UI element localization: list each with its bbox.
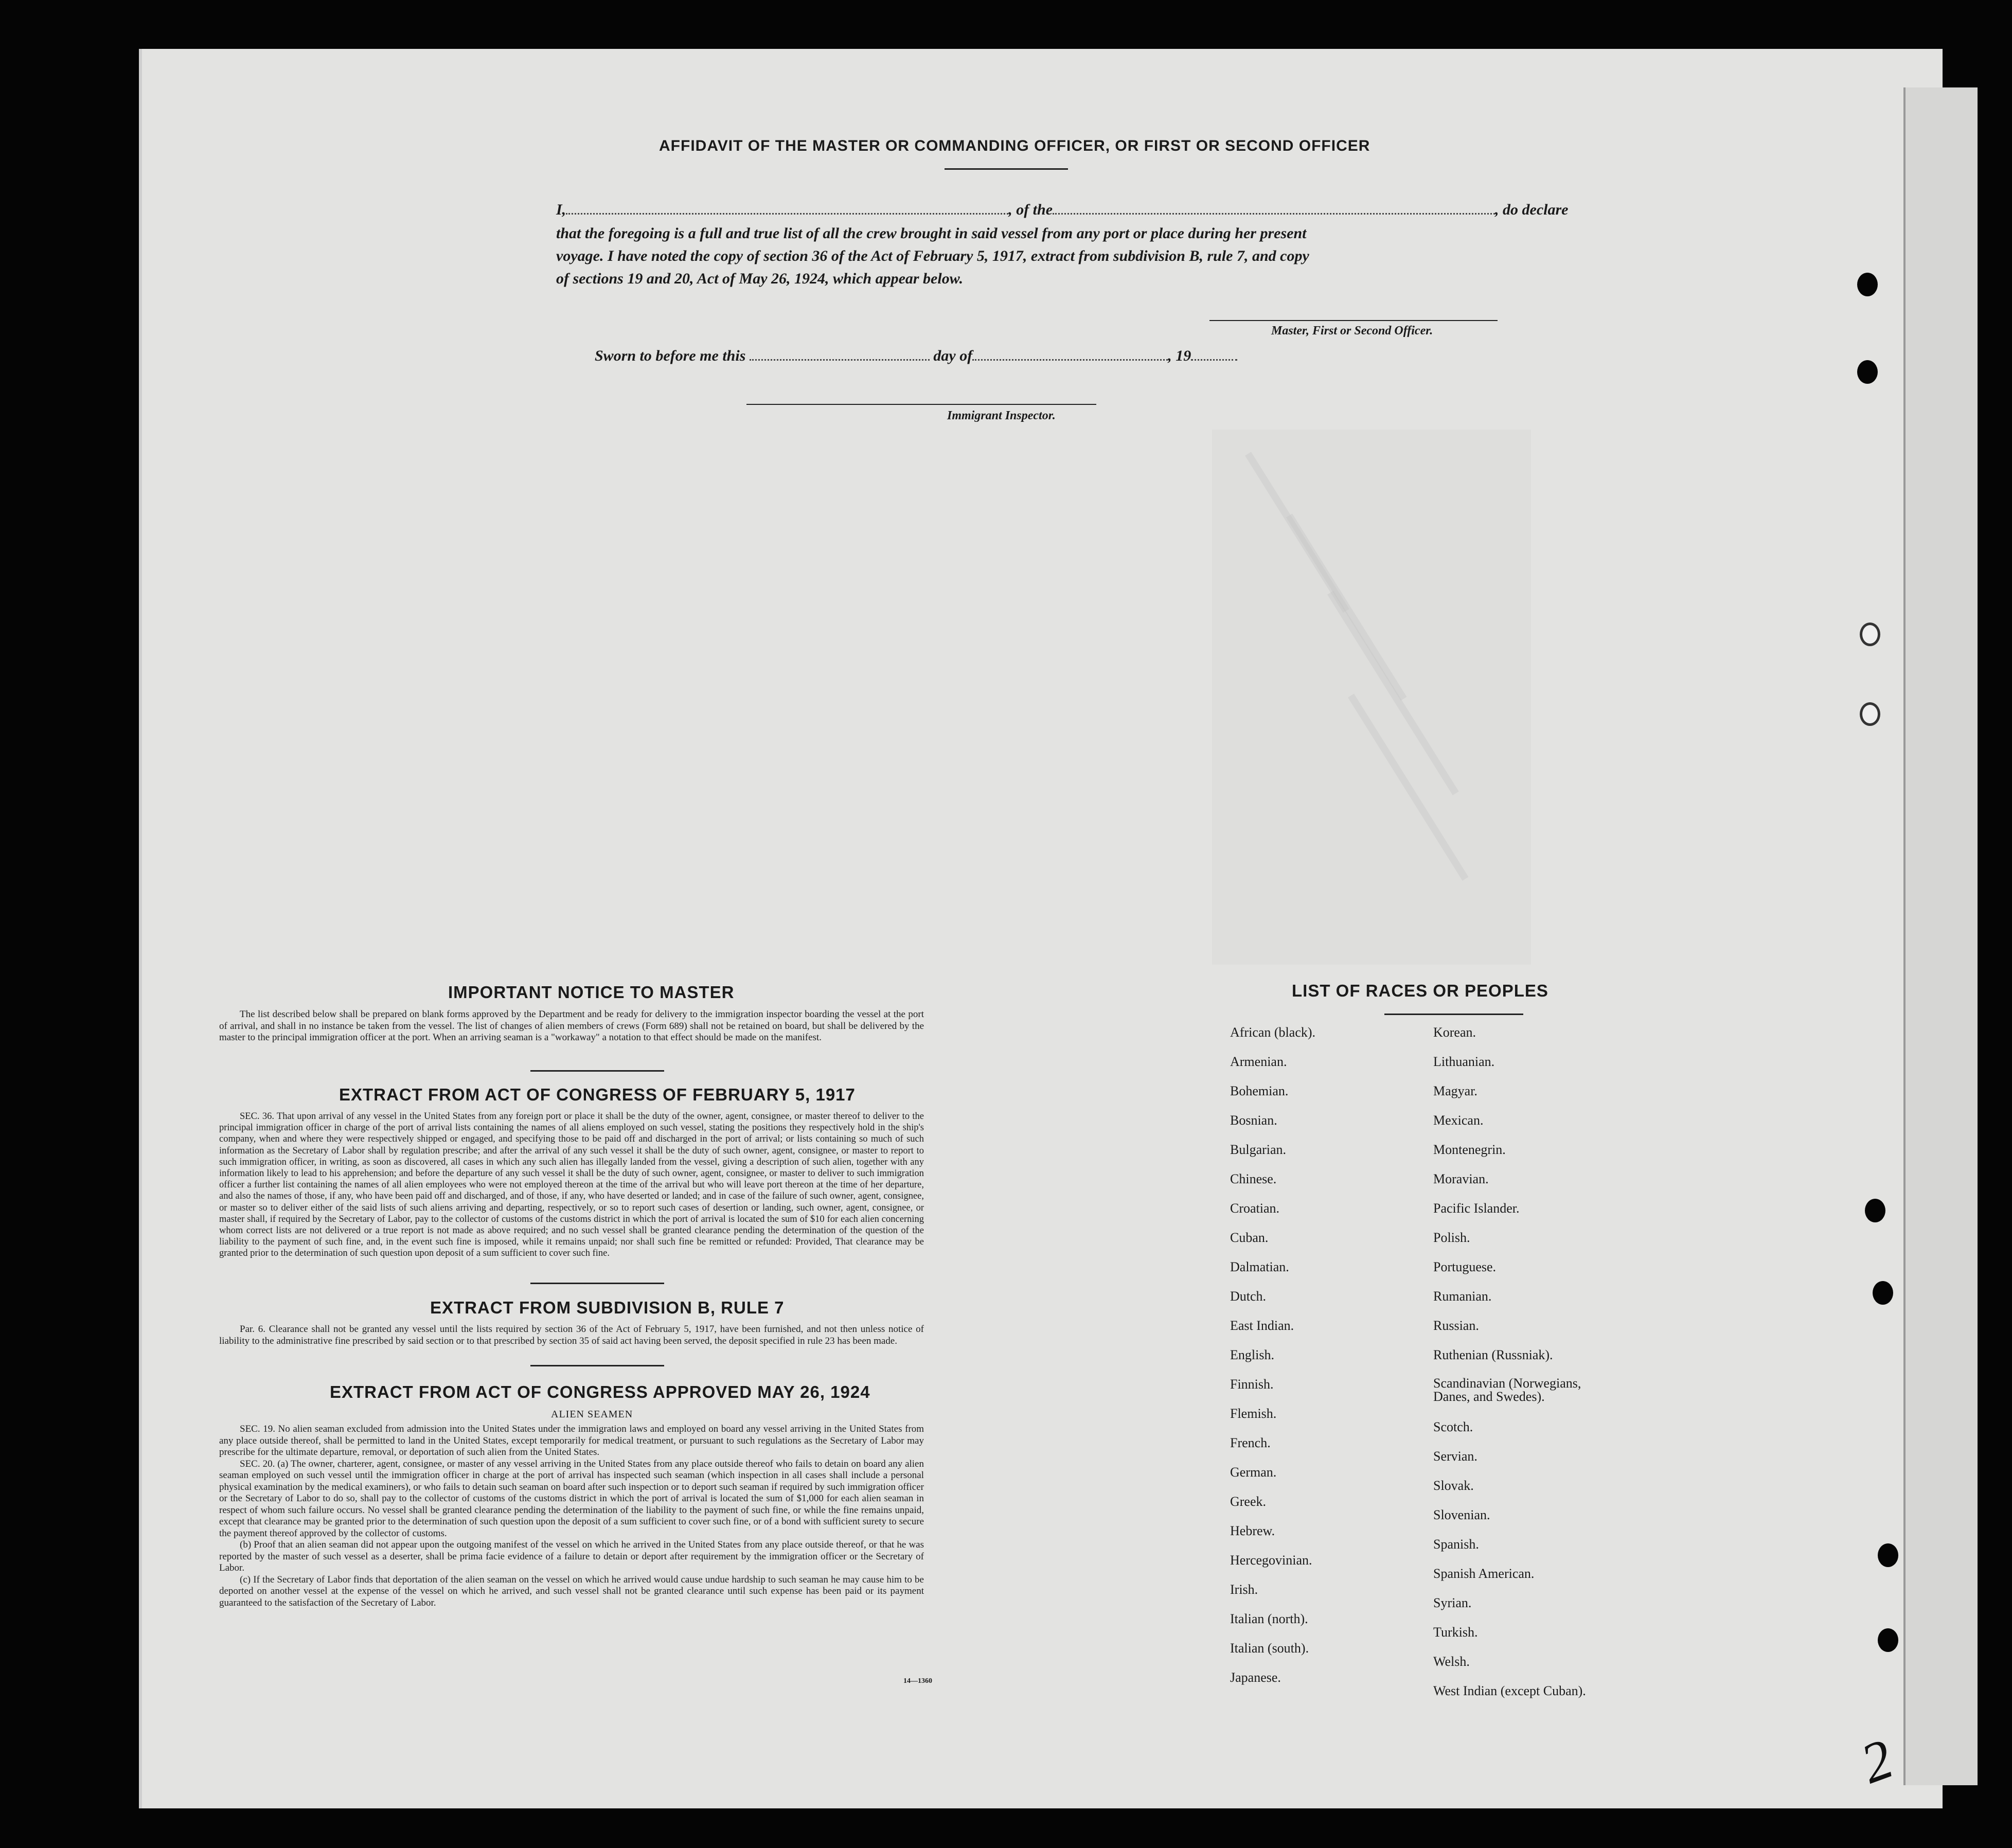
affidavit-line-3: voyage. I have noted the copy of section 36 of the Act of February 5, 1917, extract from subdivision B, rule 7, and copy [556,247,1309,264]
affidavit-title: AFFIDAVIT OF THE MASTER OR COMMANDING OFFICER, OR FIRST OR SECOND OFFICER [659,137,1370,154]
binder-hole [1873,1281,1893,1305]
sworn-year: , 19 [1168,347,1191,364]
race-item-right-14: Servian. [1433,1449,1477,1464]
master-label: Master, First or Second Officer. [1271,324,1433,337]
race-item-left-18: Hercegovinian. [1230,1553,1312,1568]
races-title: LIST OF RACES OR PEOPLES [1292,981,1548,1000]
race-item-left-8: Dalmatian. [1230,1259,1289,1274]
notice-paragraph: The list described below shall be prepared on blank forms approved by the Department and be ready for delivery to the immigration inspector boarding the vessel at the port of arrival, and shall in no instance be taken from the vessel. The list of changes of alien members of crews (Form 689) shall not be retained on board, but shall be delivered by the master to the principal immigration officer at the port. When an arriving seaman is a "workaway" a notation to that effect should be made on the manifest. [219,1009,924,1043]
binder-hole [1878,1543,1898,1567]
race-item-right-6: Pacific Islander. [1433,1201,1520,1216]
race-item-left-5: Chinese. [1230,1171,1277,1186]
extract-rule7-title: EXTRACT FROM SUBDIVISION B, RULE 7 [430,1298,785,1317]
affidavit-line-1-c: , do declare [1495,201,1569,218]
master-signature-line [1209,320,1498,321]
race-item-right-9: Rumanian. [1433,1289,1492,1304]
race-item-left-21: Italian (south). [1230,1641,1309,1656]
sec-20b-paragraph: (b) Proof that an alien seaman did not appear upon the outgoing manifest of the vessel on which he arrived in the United States from any place outside thereof, or that he was reported by the master of such vessel as a deserter, shall be prima facie evidence of a failure to detain or deport after requirement by the immigration officer or the Secretary of Labor. [219,1539,924,1573]
race-item-left-6: Croatian. [1230,1201,1280,1216]
bleed-through-column [1212,430,1531,965]
race-item-right-11: Ruthenian (Russniak). [1433,1347,1553,1362]
affidavit-line-1-a: I, [556,201,566,218]
races-right-column [1433,1025,1670,1761]
handwritten-page-number: 2 [1853,1727,1901,1796]
extract-1917-title: EXTRACT FROM ACT OF CONGRESS OF FEBRUARY 5, 1917 [339,1085,856,1104]
sec-19-paragraph: SEC. 19. No alien seaman excluded from admission into the United States under the immigration laws and employed on board any vessel arriving in the United States from any place outside thereof, shall be permitted to land in the United States, except temporarily for medical treatment, or pursuant to such regulations as the Secretary of Labor may prescribe for the ultimate departure, removal, or deportation of such alien from the United States. [219,1424,924,1458]
alien-seamen-subtitle: ALIEN SEAMEN [551,1409,633,1420]
race-item-right-17: Spanish. [1433,1537,1479,1552]
binder-hole [1865,1199,1885,1222]
race-item-right-21: Welsh. [1433,1654,1470,1669]
binder-hole [1878,1628,1898,1652]
race-item-right-19: Syrian. [1433,1595,1472,1610]
race-item-left-7: Cuban. [1230,1230,1269,1245]
extract-1924-text [219,1424,924,1609]
race-item-right-4: Montenegrin. [1433,1142,1506,1157]
race-item-right-22: West Indian (except Cuban). [1433,1683,1586,1698]
race-item-left-13: Flemish. [1230,1406,1277,1421]
sworn-year-blank [1191,359,1237,361]
race-item-right-10: Russian. [1433,1318,1479,1333]
race-item-left-16: Greek. [1230,1494,1267,1509]
binder-hole [1857,360,1878,384]
sec-20a-paragraph: SEC. 20. (a) The owner, charterer, agent, consignee, or master of any vessel arriving in the United States from any place outside thereof who fails to detain on board any alien seaman employed on such vessel until the immigration officer in charge at the port of arrival has inspected such seaman (which inspection in all cases shall include a personal physical examination by the medical examiners), or who fails to detain such seaman on board after such inspection or to deport such seaman if required by such immigration officer or the Secretary of Labor to do so, shall pay to the collector of customs of the customs district in which the port of arrival is located the sum of $1,000 for each alien seaman in respect of whom such failure occurs. No vessel shall be granted clearance pending the determination of the liability to the payment of such fine, or while the fine remains unpaid, except that clearance may be granted prior to the determination of such question upon the deposit of a sum sufficient to cover such fine, or of a bond with sufficient surety to secure the payment thereof approved by the collector of customs. [219,1458,924,1539]
sworn-day-blank [750,359,930,361]
race-item-left-11: English. [1230,1347,1274,1362]
binder-hole [1857,273,1878,296]
affidavit-line-1 [556,201,1568,219]
sworn-month-blank [972,359,1168,361]
race-item-left-22: Japanese. [1230,1670,1281,1685]
race-item-left-15: German. [1230,1465,1277,1480]
binder-hole [1860,623,1880,646]
sec-20c-paragraph: (c) If the Secretary of Labor finds that deportation of the alien seaman on the vessel on which he arrived would cause undue hardship to such seaman he may cause him to be deported on another vessel at the expense of the vessel on which he arrived, and such vessel shall not be granted clearance until such expense has been paid or its payment guaranteed to the satisfaction of the Secretary of Labor. [219,1574,924,1608]
race-item-right-0: Korean. [1433,1025,1476,1040]
race-item-left-17: Hebrew. [1230,1523,1275,1538]
race-item-right-20: Turkish. [1433,1625,1478,1640]
race-item-left-14: French. [1230,1435,1271,1450]
race-item-right-2: Magyar. [1433,1083,1477,1098]
extract-rule7-text [219,1324,924,1347]
race-item-right-18: Spanish American. [1433,1566,1535,1581]
inspector-label: Immigrant Inspector. [947,409,1056,422]
race-item-left-20: Italian (north). [1230,1611,1308,1626]
sec-36-paragraph: SEC. 36. That upon arrival of any vessel in the United States from any foreign port or place it shall be the duty of the owner, agent, consignee, or master thereof to deliver to the principal immigration officer in charge of the port of arrival lists containing the names of all aliens employed on such vessel, stating the positions they respectively hold in the ship's company, when and where they were respectively shipped or engaged, and specifying those to be paid off and discharged in the port of arrival; or lists containing so much of such information as the Secretary of Labor shall by regulation prescribe; and after the arrival of any such vessel it shall be the duty of such owner, agent, consignee, or master to report to such immigration officer, in writing, as soon as discovered, all cases in which any such alien has illegally landed from the vessel, giving a description of such alien, together with any information likely to lead to his apprehension; and before the departure of any such vessel it shall be the duty of such owner, agent, consignee, or master to deliver to such immigration officer a further list containing the names of all alien employees who were not employed thereon at the time of the arrival but who will leave port thereon at the time of her departure, and also the names of those, if any, who have been paid off and discharged, and of those, if any, who have deserted or landed; and in case of the failure of such owner, agent, consignee, or master so to deliver either of the said lists of such aliens arriving and departing, respectively, or so to report such cases of desertion or landing, such owner, agent, consignee, or master shall, if required by the Secretary of Labor, pay to the collector of customs of the customs district in which the port of arrival is located the sum of $10 for each alien concerning whom correct lists are not delivered or a true report is not made as above required; and no such vessel shall be granted clearance pending the determination of the question of the liability to the payment of such fine, and, in the event such fine is imposed, while it remains unpaid; nor shall such fine be remitted or refunded: Provided, That clearance may be granted prior to the determination of such question upon deposit of a sum sufficient to cover such fine. [219,1111,924,1259]
race-item-right-13: Scotch. [1433,1419,1473,1434]
underlying-page-edge [1903,87,1978,1785]
race-item-right-1: Lithuanian. [1433,1054,1495,1069]
sworn-label: Sworn to before me this [595,347,746,364]
race-item-left-4: Bulgarian. [1230,1142,1287,1157]
race-item-right-16: Slovenian. [1433,1507,1490,1522]
races-title-rule [1384,1014,1523,1015]
affidavit-line-2: that the foregoing is a full and true list of all the crew brought in said vessel from any port or place during her present [556,225,1307,242]
document-page [139,49,1943,1808]
races-left-column [1230,1025,1405,1761]
extract-1917-rule [530,1283,664,1284]
inspector-signature-line [746,404,1096,405]
race-item-left-9: Dutch. [1230,1289,1267,1304]
notice-text [219,1009,924,1044]
name-blank [566,213,1008,215]
race-item-left-2: Bohemian. [1230,1083,1289,1098]
race-item-right-7: Polish. [1433,1230,1470,1245]
race-item-right-15: Slovak. [1433,1478,1474,1493]
race-item-right-8: Portuguese. [1433,1259,1497,1274]
affidavit-title-rule [945,168,1068,170]
extract-1924-title: EXTRACT FROM ACT OF CONGRESS APPROVED MAY 26, 1924 [330,1382,870,1401]
affidavit-line-4: of sections 19 and 20, Act of May 26, 1924, which appear below. [556,270,964,287]
race-item-right-3: Mexican. [1433,1113,1484,1128]
extract-rule7-rule [530,1365,664,1366]
vessel-blank [1053,213,1495,215]
race-item-left-12: Finnish. [1230,1377,1274,1392]
race-item-left-1: Armenian. [1230,1054,1287,1069]
sworn-day-of: day of [933,347,973,364]
form-number: 14—1360 [903,1677,932,1685]
notice-rule [530,1070,664,1072]
rule7-paragraph: Par. 6. Clearance shall not be granted any vessel until the lists required by section 36 of the Act of February 5, 1917, have been furnished, and not then unless notice of liability to the administrative fine prescribed by said section or to that prescribed by section 35 of said act having been served, the deposit specified in rule 23 has been made. [219,1324,924,1346]
race-item-left-0: African (black). [1230,1025,1316,1040]
affidavit-line-1-b: , of the [1008,201,1053,218]
race-item-right-5: Moravian. [1433,1171,1489,1186]
extract-1917-text [219,1111,924,1259]
race-item-left-3: Bosnian. [1230,1113,1277,1128]
race-item-right-12: Scandinavian (Norwegians, Danes, and Swedes). [1433,1376,1581,1404]
race-item-left-19: Irish. [1230,1582,1258,1597]
notice-title: IMPORTANT NOTICE TO MASTER [448,983,735,1002]
race-item-left-10: East Indian. [1230,1318,1294,1333]
sworn-line [595,347,1237,365]
binder-hole [1860,702,1880,726]
